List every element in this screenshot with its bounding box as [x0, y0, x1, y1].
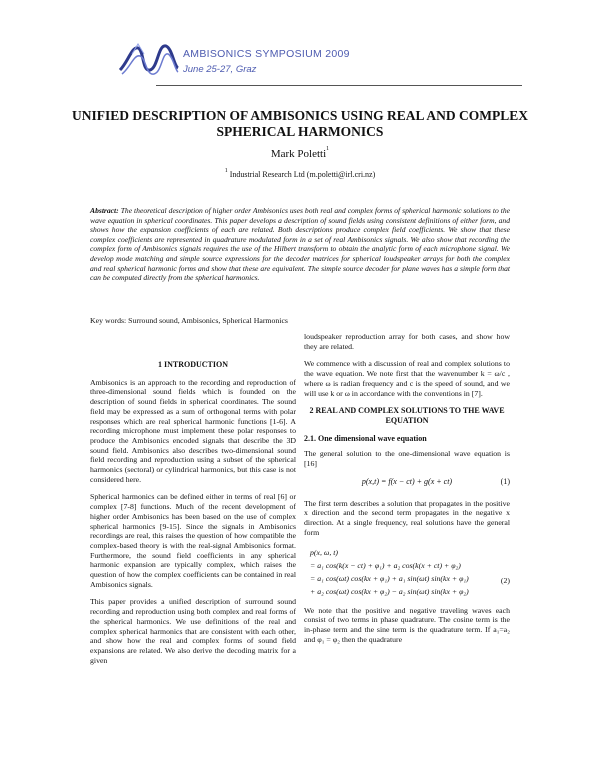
abstract-label: Abstract: [90, 206, 119, 215]
subsection-2-1-heading: 2.1. One dimensional wave equation [304, 433, 427, 443]
intro-paragraph-2: Spherical harmonics can be defined either in terms of real [6] or complex [7-8] functions. Much of the recent development of higher order Ambisonics has been based on the use of complex spherical harmonics [9-15]. Since the signals in Ambisonics recordings are real, this raises the question of how compatible the complex-based theory is with the real-signal Ambisonics format. Furthermore, the sound field coefficients in any spherical harmonic expansion are typically complex, which raises the question of how the complex coefficients can be contained in real Ambisonics signals. [90, 492, 296, 589]
propagation-paragraph: The first term describes a solution that propagates in the positive x direction and the second term propagates in the negative x direction. At a single frequency, real solutions have the general form [304, 498, 510, 537]
general-solution-paragraph: The general solution to the one-dimensional wave equation is [16] [304, 449, 510, 469]
equation-2-line: = a₁ cos(k(x − ct) + φ₁) + a₂ cos(k(x + ct) + φ₂) [310, 560, 461, 570]
abstract [90, 206, 510, 283]
affiliation: Industrial Research Ltd (m.poletti@irl.cri.nz) [229, 170, 376, 179]
equation-2-line: p(x, ω, t) [310, 547, 339, 557]
intro-paragraph-1: Ambisonics is an approach to the recording and reproduction of three-dimensional sound fields which is founded on the description of sound fields in spherical coordinates. The sound field may be expressed as a sum of orthogonal terms with polar responses which are real spherical harmonic functions [1-6]. A recording microphone must implement these polar responses to produce the Ambisonics encoded signals that describe the 3D sound field. Ambisonics also describes two-dimensional sound field recording and reproduction using a subset of the spherical harmonics (sectoral) or cylindrical harmonics, but this case is not considered here. [90, 377, 296, 484]
equation-2-number: (2) [500, 575, 510, 585]
affiliation-superscript: 1 [224, 168, 228, 174]
affiliation-line [70, 170, 530, 179]
paper-title: UNIFIED DESCRIPTION OF AMBISONICS USING REAL AND COMPLEX SPHERICAL HARMONICS [72, 108, 528, 139]
equation-2 [304, 546, 510, 598]
quadrature-paragraph: We note that the positive and negative traveling waves each consist of two terms in phase quadrature. The cosine term is the in-phase term and the sine term is the quadrature term. If a₁=a₂ and φ₁ = φ₂ then the quadrature [304, 605, 510, 644]
equation-2-line: = a₁ cos(ωt) cos(kx + φ₁) + a₁ sin(ωt) sin(kx + φ₁) [310, 573, 469, 583]
equation-2-line: + a₂ cos(ωt) cos(kx + φ₂) − a₂ sin(ωt) sin(kx + φ₂) [310, 586, 469, 596]
wavenumber-paragraph: We commence with a discussion of real and complex solutions to the wave equation. We note first that the wavenumber k = ω/c , where ω is radian frequency and c is the speed of sound, and we will use k or ω in accordance with the conventions in [7]. [304, 359, 510, 398]
right-column [304, 332, 510, 652]
equation-1-number: (1) [500, 476, 510, 486]
conference-name: AMBISONICS SYMPOSIUM 2009 [183, 48, 350, 60]
conference-dates: June 25-27, Graz [183, 64, 257, 75]
symposium-logo [118, 40, 180, 80]
intro-paragraph-3: This paper provides a unified description of surround sound recording and reproduction using both complex and real forms of the spherical harmonics. We use definitions of the real and complex spherical harmonics that are consistent with each other, and show how the real and complex forms of sound field expansions are related. We also derive the decoding matrix for a given [90, 597, 296, 665]
equation-1 [304, 477, 510, 491]
header-divider [156, 85, 522, 86]
author-name: Mark Poletti [270, 148, 327, 160]
intro-paragraph-continued: loudspeaker reproduction array for both cases, and show how they are related. [304, 332, 510, 351]
abstract-text: The theoretical description of higher order Ambisonics uses both real and complex forms of spherical harmonic solutions to the wave equation in spherical coordinates. This paper develops a description of sound fields using consistent definitions of either form, and shows how the expansion coefficients of each are related. Both descriptions produce complex field coefficients. We show that these complex coefficients are represented in quadrature modulated form in a set of real Ambisonics signals. We also show that recording the complex form of Ambisonics signals requires the use of the Hilbert transform to obtain the analytic form of each microphone signal. We develop mode matching and simple source expressions for the decoder matrices for spherical loudspeaker arrays for both the complex and real spherical harmonic forms and show that these are equivalent. The simple source decoder for plane waves has a simple form that can be computed directly from the spherical harmonics. [90, 206, 511, 283]
section-1-heading: 1 INTRODUCTION [157, 360, 228, 369]
section-2-heading: 2 REAL AND COMPLEX SOLUTIONS TO THE WAVE EQUATION [309, 406, 505, 425]
keywords: Key words: Surround sound, Ambisonics, Spherical Harmonics [90, 316, 288, 325]
author-superscript: 1 [326, 146, 330, 152]
left-column [90, 360, 296, 673]
equation-1-body: p(x,t) = f(x − ct) + g(x + ct) [361, 476, 453, 486]
author-line [70, 148, 530, 160]
